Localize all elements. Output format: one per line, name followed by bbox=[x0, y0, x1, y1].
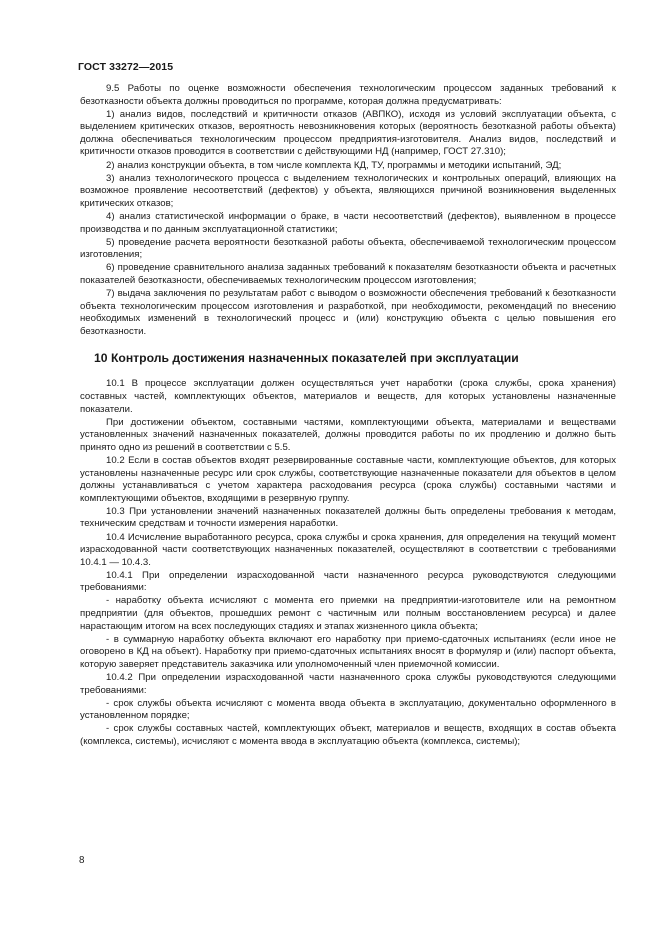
body-paragraph: 10.4.1 При определении израсходованной части назначенного ресурса руководствуются следующими требованиями: bbox=[80, 569, 616, 594]
body-paragraph: 10.4 Исчисление выработанного ресурса, срока службы и срока хранения, для определения на текущий момент израсходованной части соответствующих назначенных показателей, осуществляют в соответствии с требованиями 10.4.1 — 10.4.3. bbox=[80, 531, 616, 568]
body-paragraph: 9.5 Работы по оценке возможности обеспечения технологическим процессом заданных требований к безотказности объекта должны проводиться по программе, которая должна предусматривать: bbox=[80, 83, 616, 107]
body-paragraph: - срок службы составных частей, комплектующих объект, материалов и веществ, входящих в состав объекта (комплекса, системы), исчисляют с момента ввода в эксплуатацию объекта (комплекса, системы); bbox=[80, 723, 616, 747]
body-paragraph: 10.4.2 При определении израсходованной части назначенного срока службы руководствуются следующими требованиями: bbox=[80, 672, 616, 696]
section-heading: 10 Контроль достижения назначенных показателей при эксплуатации bbox=[94, 351, 519, 366]
document-header: ГОСТ 33272—2015 bbox=[78, 61, 174, 73]
body-paragraph: 10.2 Если в состав объектов входят резервированные составные части, комплектующие объектов, для которых установлены назначенные ресурс или срок службы, соответствующие назначенные показатели для объектов в целом должны устанавливаться с учетом характера расходования ресурса (срока службы) составными частями и комплектующими объектов, входящими в резервную группу. bbox=[80, 454, 616, 504]
body-paragraph: 4) анализ статистической информации о браке, в части несоответствий (дефектов), выявленном в процессе производства и по данным эксплуатационной статистики; bbox=[80, 210, 616, 235]
body-paragraph: 6) проведение сравнительного анализа заданных требований к показателям безотказности объекта и расчетных показателей безотказности, обеспечиваемых технологическим процессом изготовления; bbox=[80, 262, 616, 286]
body-paragraph: - в суммарную наработку объекта включают его наработку при приемо-сдаточных испытаниях (если иное не оговорено в КД на объект). Наработку при приемо-сдаточных испытаниях вносят в формуляр и (или) паспорт объекта, которую заверяет представитель заказчика или уполномоченный член приемочной комиссии. bbox=[80, 633, 616, 670]
body-paragraph: 5) проведение расчета вероятности безотказной работы объекта, обеспечиваемой технологическим процессом изготовления; bbox=[80, 236, 616, 261]
body-paragraph: При достижении объектом, составными частями, комплектующими объекта, материалами и веществами установленных значений назначенных показателей, должны проводится работы по их продлению и должно быть принято одно из решений в соответствии с 5.5. bbox=[80, 416, 616, 453]
page-number: 8 bbox=[79, 855, 85, 866]
body-paragraph: 7) выдача заключения по результатам работ с выводом о возможности обеспечения требований к безотказности объекта технологическим процессом изготовления и разработкой, при необходимости, рекомендаций по внесению необходимых изменений в технологический процесс и (или) конструкцию объекта с целью повышения его безотказности. bbox=[80, 288, 616, 337]
document-body bbox=[80, 83, 616, 749]
body-paragraph: - наработку объекта исчисляют с момента его приемки на предприятии-изготовителе или на ремонтном предприятии (для объектов, прошедших ремонт с частичным или полным восстановлением ресурса) и далее нарастающим итогом на всех последующих стадиях и этапах жизненного цикла объекта; bbox=[80, 595, 616, 632]
body-paragraph: 2) анализ конструкции объекта, в том числе комплекта КД, ТУ, программы и методики испытаний, ЭД; bbox=[106, 159, 562, 171]
body-paragraph: 10.3 При установлении значений назначенных показателей должны быть определены требования к методам, техническим средствам и точности измерения наработки. bbox=[80, 505, 616, 530]
body-paragraph: 10.1 В процессе эксплуатации должен осуществляться учет наработки (срока службы, срока хранения) составных частей, комплектующих объектов, материалов и веществ, для которых установлены назначенные показатели. bbox=[80, 378, 616, 415]
body-paragraph: 3) анализ технологического процесса с выделением технологических и контрольных операций, влияющих на возможное проявление несоответствий (дефектов) у объекта, являющихся причиной возникновения выделенных критических отказов; bbox=[80, 172, 616, 209]
body-paragraph: - срок службы объекта исчисляют с момента ввода объекта в эксплуатацию, документально оформленного в установленном порядке; bbox=[80, 697, 616, 722]
body-paragraph: 1) анализ видов, последствий и критичности отказов (АВПКО), исходя из условий эксплуатации объекта, с выделением критических отказов, вероятность невозникновения которых (вероятность безотказной работы объекта) должна обеспечиваться технологическим процессом предприятия-изготовителя. Анализ видов, последствий и критичности отказов проводится в соответствии с действующими НД (например, ГОСТ 27.310); bbox=[80, 108, 616, 158]
